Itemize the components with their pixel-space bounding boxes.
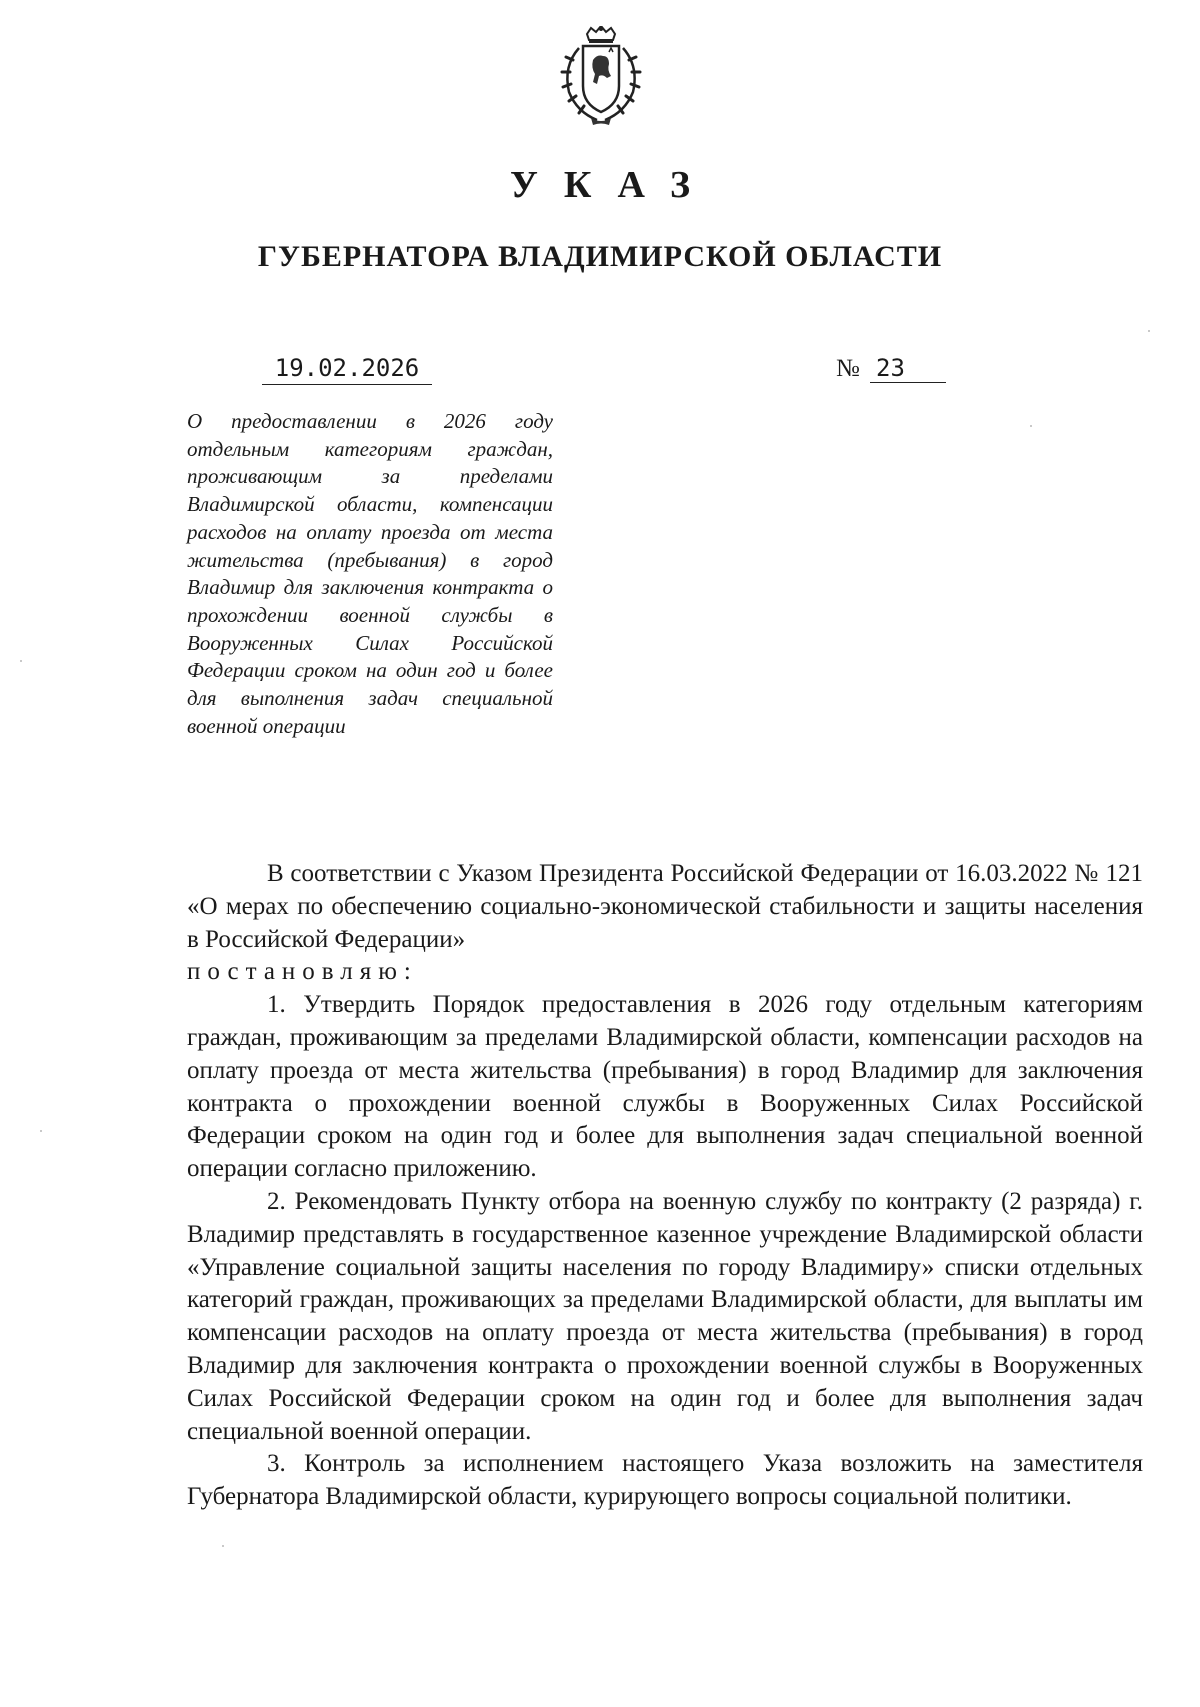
decree-body [187, 858, 1143, 1514]
decree-heading: О предоставлении в 2026 году отдельным категориям граждан, проживающим за пределами Владимирской области, компенсации расходов на оплату проезда от места жительства (пребывания) в город Владимир для заключения контракта о прохождении военной службы в Вооруженных Силах Российской Федерации сроком на один год и более для выполнения задач специальной военной операции [187, 409, 553, 738]
scan-speck [1030, 425, 1032, 427]
decree-title: УКАЗ [510, 164, 716, 206]
number-sign: № [836, 355, 860, 382]
scan-speck [20, 660, 22, 662]
item-2: 2. Рекомендовать Пункту отбора на военную службу по контракту (2 разряда) г. Владимир представлять в государственное казенное учреждение Владимирской области «Управление социальной защиты населения по городу Владимиру» списки отдельных категорий граждан, проживающих за пределами Владимирской области, для выплаты им компенсации расходов на оплату проезда от места жительства (пребывания) в город Владимир для заключения контракта о прохождении военной службы в Вооруженных Силах Российской Федерации сроком на один год и более для выполнения задач специальной военной операции. [187, 1187, 1143, 1445]
scan-speck [40, 1130, 42, 1132]
decree-issuer: ГУБЕРНАТОРА ВЛАДИМИРСКОЙ ОБЛАСТИ [257, 240, 943, 273]
preamble: В соответствии с Указом Президента Российской Федерации от 16.03.2022 № 121 «О мерах по обеспечению социально-экономической стабильности и защиты населения в Российской Федерации» [187, 860, 1143, 953]
decree-date: 19.02.2026 [262, 354, 432, 385]
scan-speck [1148, 330, 1150, 332]
item-1: 1. Утвердить Порядок предоставления в 2026 году отдельным категориям граждан, проживающим за пределами Владимирской области, компенсации расходов на оплату проезда от места жительства (пребывания) в город Владимир для заключения контракта о прохождении военной службы в Вооруженных Силах Российской Федерации сроком на один год и более для выполнения задач специальной военной операции согласно приложению. [187, 991, 1143, 1183]
resolve-word: постановляю: [187, 958, 418, 986]
decree-number: 23 [870, 354, 946, 383]
scan-speck [222, 1545, 224, 1547]
item-3: 3. Контроль за исполнением настоящего Указа возложить на заместителя Губернатора Владимирской области, курирующего вопросы социальной политики. [187, 1450, 1143, 1511]
coat-of-arms-icon [551, 26, 651, 126]
